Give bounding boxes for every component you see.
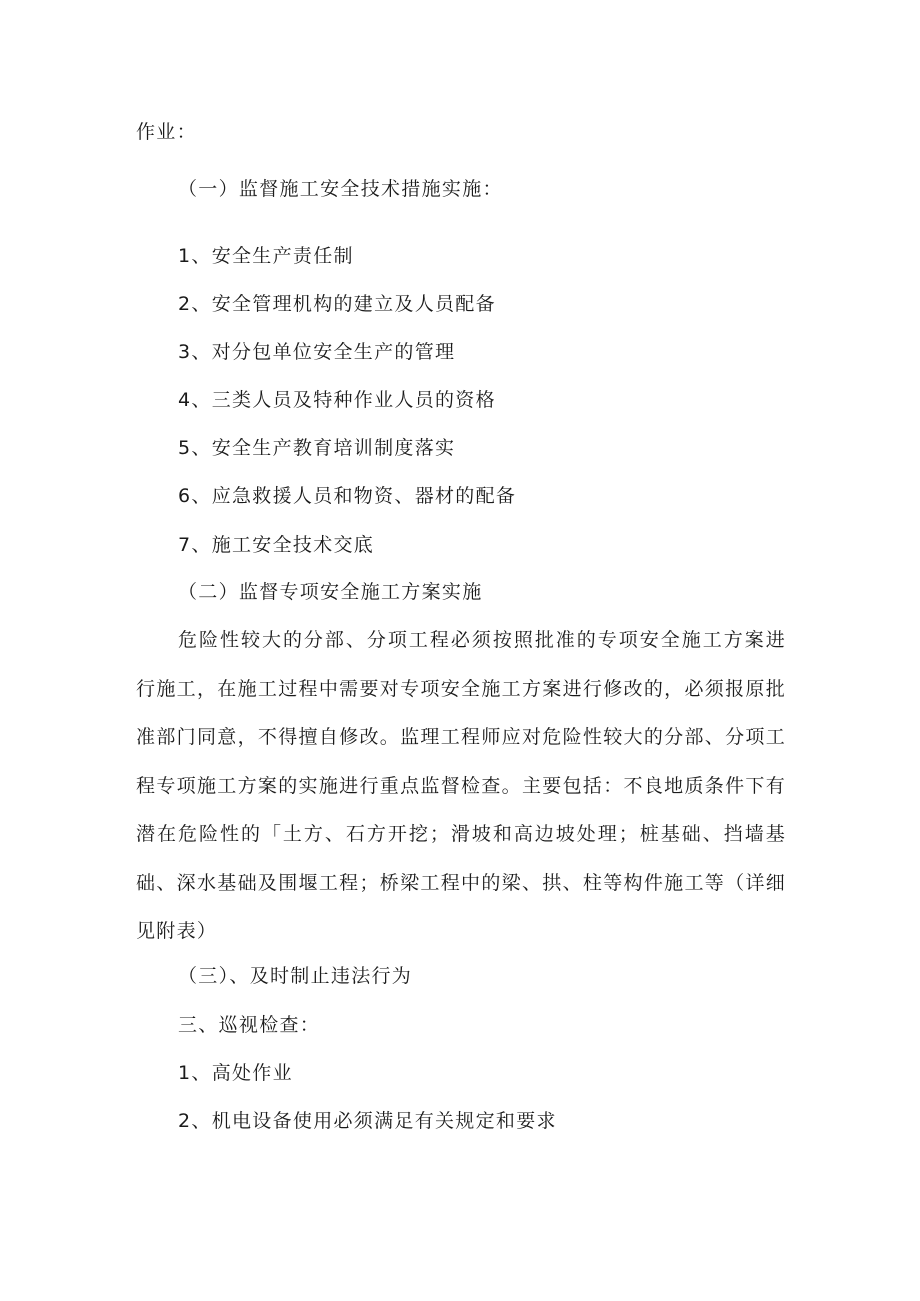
section-1-heading: （一）监督施工安全技术措施实施： [178,178,503,200]
section-2-heading: （二）监督专项安全施工方案实施 [178,581,483,603]
section-1-item: 4、三类人员及特种作业人员的资格 [178,389,496,411]
section-1-item: 7、施工安全技术交底 [178,534,375,556]
intro-text: 作业： [136,121,197,143]
part-3-item: 2、机电设备使用必须满足有关规定和要求 [178,1110,557,1132]
section-1-item: 1、安全生产责任制 [178,245,354,267]
section-1-item: 6、应急救援人员和物资、器材的配备 [178,485,517,507]
section-1-item: 5、安全生产教育培训制度落实 [178,437,456,459]
part-3-heading: 三、巡视检查： [178,1014,321,1036]
section-1-item: 3、对分包单位安全生产的管理 [178,341,456,363]
section-2-paragraph: 危险性较大的分部、分项工程必须按照批准的专项安全施工方案进行施工，在施工过程中需要对专项安全施工方案进行修改的，必须报原批准部门同意，不得擅自修改。监理工程师应对危险性较大的分部、分项工程专项施工方案的实施进行重点监督检查。主要包括：不良地质条件下有潜在危险性的「土方、石方开挖；滑坡和高边坡处理；桩基础、挡墙基础、深水基础及围堰工程；桥梁工程中的梁、拱、柱等构件施工等（详细见附表） [136,629,786,942]
part-3-item: 1、高处作业 [178,1062,293,1084]
section-3-heading: （三）、及时制止违法行为 [178,965,413,987]
section-1-item: 2、安全管理机构的建立及人员配备 [178,293,496,315]
